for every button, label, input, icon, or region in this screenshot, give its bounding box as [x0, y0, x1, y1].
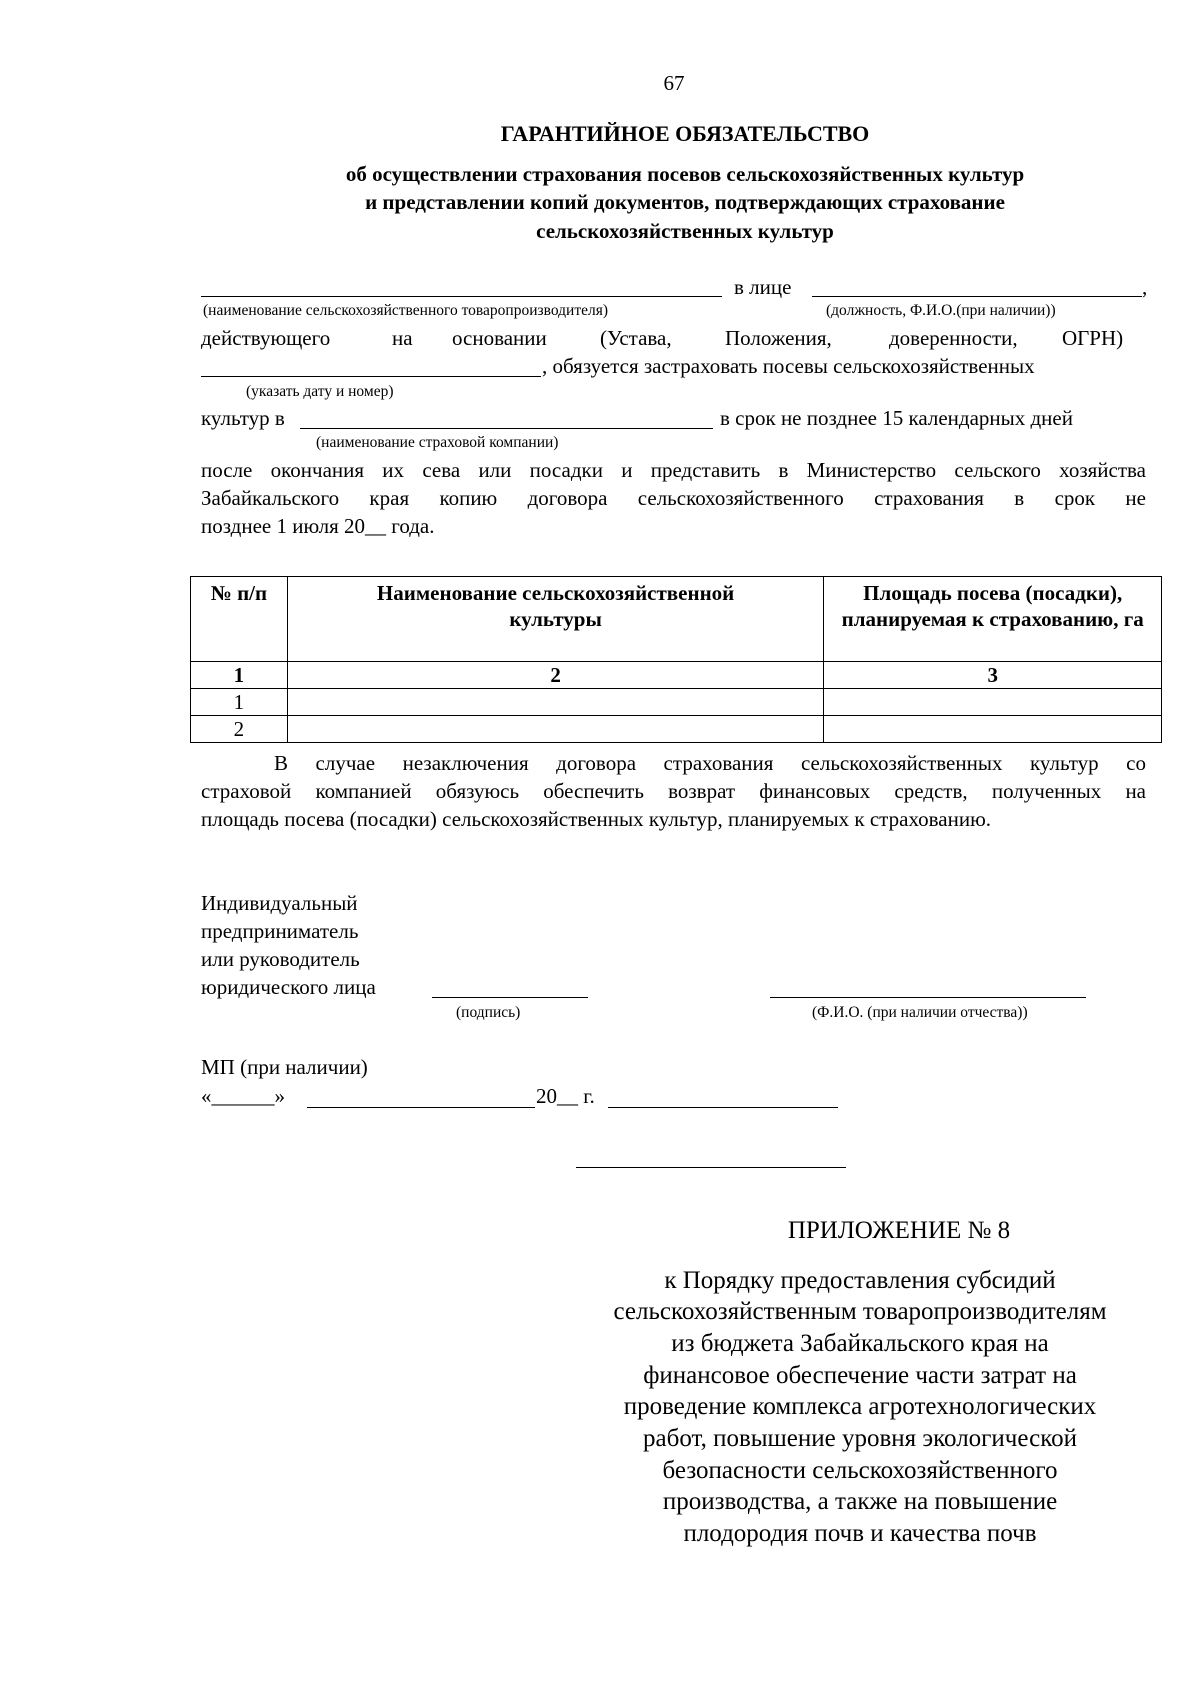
date-number-blank: [201, 376, 541, 377]
signatory-line-2: предприниматель: [201, 919, 359, 943]
refund-line-1: В случае незаключения договора страхования сельскохозяйственных культур со: [274, 751, 1146, 775]
hint-date: (указать дату и номер): [246, 383, 394, 400]
section-separator: [576, 1167, 846, 1168]
in-person-label: в лице: [734, 275, 792, 299]
acting-word-4: (Устава,: [600, 326, 672, 350]
hint-producer: (наименование сельскохозяйственного товаропроизводителя): [203, 302, 608, 319]
paragraph-line-2: Забайкальского края копию договора сельскохозяйственного страхования в срок не: [201, 486, 1146, 510]
document-subtitle-line-1: об осуществлении страхования посевов сельскохозяйственных культур: [345, 162, 1025, 186]
hint-position: (должность, Ф.И.О.(при наличии)): [826, 302, 1056, 319]
full-name-blank: [770, 997, 1086, 998]
hint-signature: (подпись): [456, 1004, 521, 1021]
obliges-text: , обязуется застраховать посевы сельскохозяйственных: [542, 354, 1035, 378]
appendix-title: ПРИЛОЖЕНИЕ № 8: [787, 1217, 1011, 1244]
header-area: Площадь посева (посадки), планируемая к страхованию, га: [824, 577, 1162, 662]
row-area-cell: [824, 689, 1162, 716]
row-number: 1: [191, 689, 288, 716]
appendix-line: плодородия почв и качества почв: [683, 1520, 1037, 1547]
row-crop-cell: [287, 689, 824, 716]
crops-table: [190, 576, 1162, 743]
appendix-line: проведение комплекса агротехнологических: [623, 1393, 1097, 1420]
appendix-line: финансовое обеспечение части затрат на: [643, 1362, 1077, 1389]
row-area-cell: [824, 716, 1162, 743]
header-crop-name: Наименование сельскохозяйственной культуры: [287, 577, 824, 662]
comma: ,: [1142, 275, 1148, 299]
date-extra-blank: [608, 1107, 838, 1108]
appendix-line: сельскохозяйственным товаропроизводителям: [613, 1298, 1107, 1325]
appendix-line: из бюджета Забайкальского края на: [671, 1330, 1049, 1357]
column-number-2: 2: [287, 662, 824, 689]
crops-in-label: культур в: [201, 406, 285, 430]
date-day-blank: «______»: [201, 1084, 285, 1108]
hint-insurer: (наименование страховой компании): [316, 434, 559, 451]
seal-label: МП (при наличии): [201, 1055, 368, 1079]
hint-full-name: (Ф.И.О. (при наличии отчества)): [812, 1004, 1028, 1021]
date-year: 20__ г.: [536, 1084, 595, 1108]
deadline-text: в срок не позднее 15 календарных дней: [720, 406, 1073, 430]
document-title: ГАРАНТИЙНОЕ ОБЯЗАТЕЛЬСТВО: [500, 121, 870, 146]
document-subtitle-line-3: сельскохозяйственных культур: [536, 219, 834, 243]
refund-line-2: страховой компанией обязуюсь обеспечить возврат финансовых средств, полученных на: [201, 779, 1146, 803]
table-row: [191, 716, 1162, 743]
acting-word-3: основании: [452, 326, 547, 350]
header-number: № п/п: [191, 577, 288, 662]
table-column-numbers-row: [191, 662, 1162, 689]
producer-name-blank: [201, 296, 722, 297]
document-subtitle-line-2: и представлении копий документов, подтверждающих страхование: [365, 190, 1005, 214]
insurer-blank: [300, 428, 713, 429]
paragraph-line-1: после окончания их сева или посадки и представить в Министерство сельского хозяйства: [201, 458, 1146, 482]
acting-word-5: Положения,: [725, 326, 832, 350]
paragraph-line-3: позднее 1 июля 20__ года.: [201, 514, 435, 538]
signature-blank: [432, 997, 588, 998]
column-number-3: 3: [824, 662, 1162, 689]
appendix-line: к Порядку предоставления субсидий: [664, 1267, 1056, 1294]
row-number: 2: [191, 716, 288, 743]
row-crop-cell: [287, 716, 824, 743]
signatory-line-3: или руководитель: [201, 947, 360, 971]
table-header-row: [191, 577, 1162, 662]
appendix-line: безопасности сельскохозяйственного: [662, 1457, 1058, 1484]
date-month-blank: [307, 1107, 535, 1108]
appendix-line: производства, а также на повышение: [662, 1488, 1058, 1515]
acting-word-6: доверенности,: [889, 326, 1018, 350]
column-number-1: 1: [191, 662, 288, 689]
appendix-line: работ, повышение уровня экологической: [643, 1425, 1077, 1452]
acting-word-1: действующего: [201, 326, 331, 350]
signatory-line-4: юридического лица: [201, 975, 376, 999]
acting-word-7: ОГРН): [1062, 326, 1124, 350]
refund-line-3: площадь посева (посадки) сельскохозяйственных культур, планируемых к страхованию.: [201, 807, 992, 831]
position-blank: [812, 296, 1142, 297]
page-number: 67: [663, 71, 685, 95]
table-row: [191, 689, 1162, 716]
acting-word-2: на: [392, 326, 413, 350]
signatory-line-1: Индивидуальный: [201, 891, 358, 915]
